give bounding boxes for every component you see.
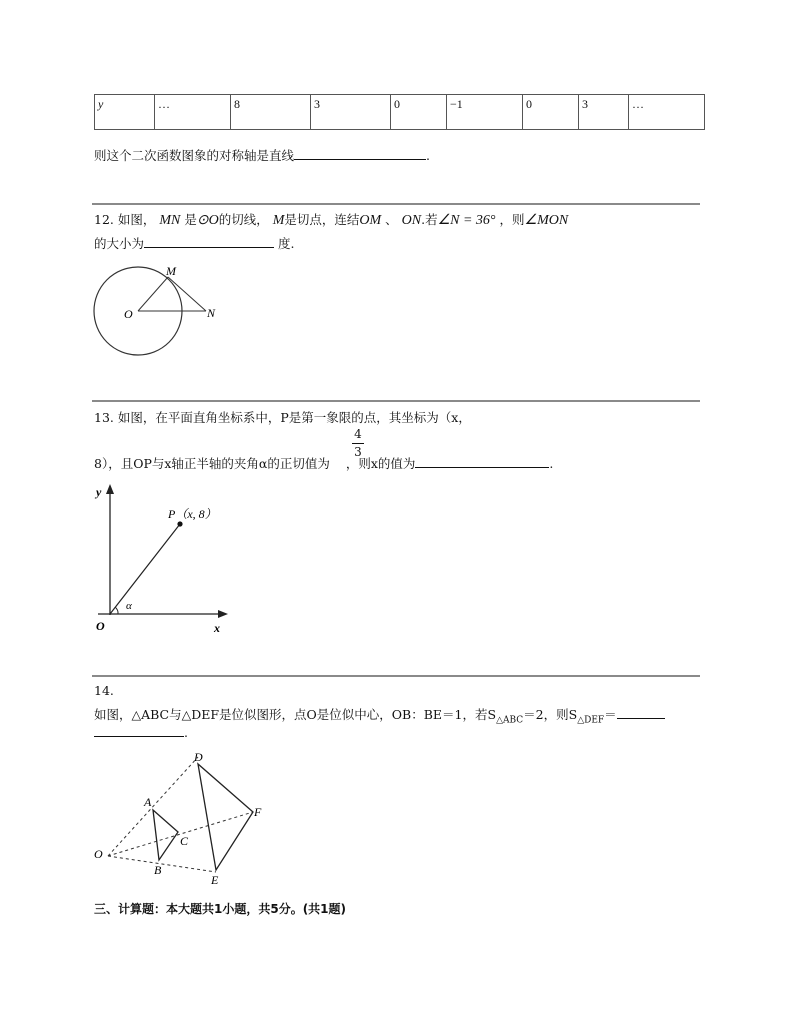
q12-text: ，则	[499, 212, 525, 227]
math-mon: ∠MON	[524, 213, 569, 228]
answer-blank[interactable]	[144, 235, 274, 248]
q12-text: 是切点，连结	[284, 212, 360, 227]
angle-arc	[115, 607, 118, 614]
q14-line2	[94, 724, 188, 740]
answer-blank[interactable]	[415, 455, 549, 468]
y-axis-arrow	[106, 484, 114, 494]
label-point-p: P（x, 8）	[168, 507, 217, 521]
q12-text: 是	[184, 212, 197, 227]
q14-line1	[94, 705, 665, 726]
segment-om	[138, 277, 168, 311]
triangle-def	[198, 764, 253, 870]
table-cell: 0	[391, 95, 447, 130]
q12-text: 度.	[278, 236, 295, 251]
q11-end: .	[426, 148, 430, 163]
q12-text: 的切线，	[218, 212, 269, 227]
q13-line2	[94, 454, 553, 472]
label-m: M	[166, 264, 176, 278]
label-y: y	[96, 485, 102, 499]
divider	[92, 400, 700, 402]
q12-text: 的大小为	[94, 236, 145, 251]
question-number: 14.	[94, 683, 114, 698]
divider	[92, 675, 700, 677]
q14-text: 如图，△ABC与△DEF是位似图形，点O是位似中心，OB：BE＝1，若S	[94, 707, 497, 722]
q13-text: ，则x的值为	[345, 456, 416, 471]
table-row	[95, 95, 705, 130]
table-cell: 3	[311, 95, 391, 130]
fraction-numerator: 4	[354, 427, 362, 441]
table-cell: 0	[523, 95, 579, 130]
table-cell: y	[95, 95, 155, 130]
q14-subscript: △ABC	[496, 715, 524, 726]
point-p	[177, 521, 182, 526]
q14-text: ＝	[604, 707, 617, 722]
answer-blank[interactable]	[294, 147, 426, 160]
fraction-bar	[352, 443, 364, 444]
table-cell: …	[155, 95, 231, 130]
label-d: D	[194, 750, 203, 764]
ray-oe	[108, 856, 216, 872]
table-cell: 8	[231, 95, 311, 130]
circle-tangent-figure	[86, 260, 236, 365]
q13-line1: 13. 如图，在平面直角坐标系中，P是第一象限的点，其坐标为（x，	[94, 410, 471, 425]
label-n: N	[207, 306, 216, 320]
math-circle-o: ⊙O	[196, 213, 219, 228]
segment-mn	[168, 277, 206, 311]
q12-line2	[94, 234, 294, 252]
q13-end: .	[549, 456, 554, 471]
table-cell: −1	[447, 95, 523, 130]
segment-op	[110, 524, 180, 614]
table-cell: …	[629, 95, 705, 130]
math-on: ON	[401, 213, 422, 228]
q13-text: 8），且OP与x轴正半轴的夹角α的正切值为	[94, 456, 330, 471]
table-cell: 3	[579, 95, 629, 130]
label-alpha: α	[126, 600, 132, 612]
values-table	[94, 94, 705, 130]
question-number: 12. 如图，	[94, 212, 156, 227]
label-c: C	[180, 834, 189, 848]
label-a: A	[144, 795, 152, 809]
label-o: O	[94, 847, 103, 861]
label-o: O	[96, 619, 105, 633]
math-m: M	[272, 213, 285, 228]
q14-end: .	[184, 725, 188, 740]
answer-blank-continued[interactable]	[94, 724, 184, 737]
homothety-figure	[86, 748, 276, 890]
triangle-abc	[153, 810, 178, 860]
label-b: B	[154, 863, 162, 877]
q14-text: ＝2，则S	[523, 707, 578, 722]
label-o: O	[124, 307, 133, 321]
section-heading: 三、计算题：本大题共1小题，共5分。(共1题)	[94, 902, 347, 916]
q12-text: .若	[421, 212, 438, 227]
fraction-denominator: 3	[354, 445, 362, 459]
q12-line1	[94, 210, 568, 229]
math-mn: MN	[159, 213, 181, 228]
divider	[92, 203, 700, 205]
math-angle: ∠N = 36°	[437, 213, 496, 228]
label-f: F	[254, 805, 262, 819]
q11-sentence: 则这个二次函数图象的对称轴是直线	[94, 148, 295, 163]
q11-text	[94, 146, 430, 164]
x-axis-arrow	[218, 610, 228, 618]
q14-subscript: △DEF	[577, 715, 605, 726]
label-x: x	[214, 621, 220, 635]
answer-blank[interactable]	[617, 706, 665, 719]
math-om: OM	[359, 213, 382, 228]
label-e: E	[211, 873, 219, 887]
coordinate-figure	[88, 480, 238, 640]
q12-text: 、	[385, 212, 398, 227]
